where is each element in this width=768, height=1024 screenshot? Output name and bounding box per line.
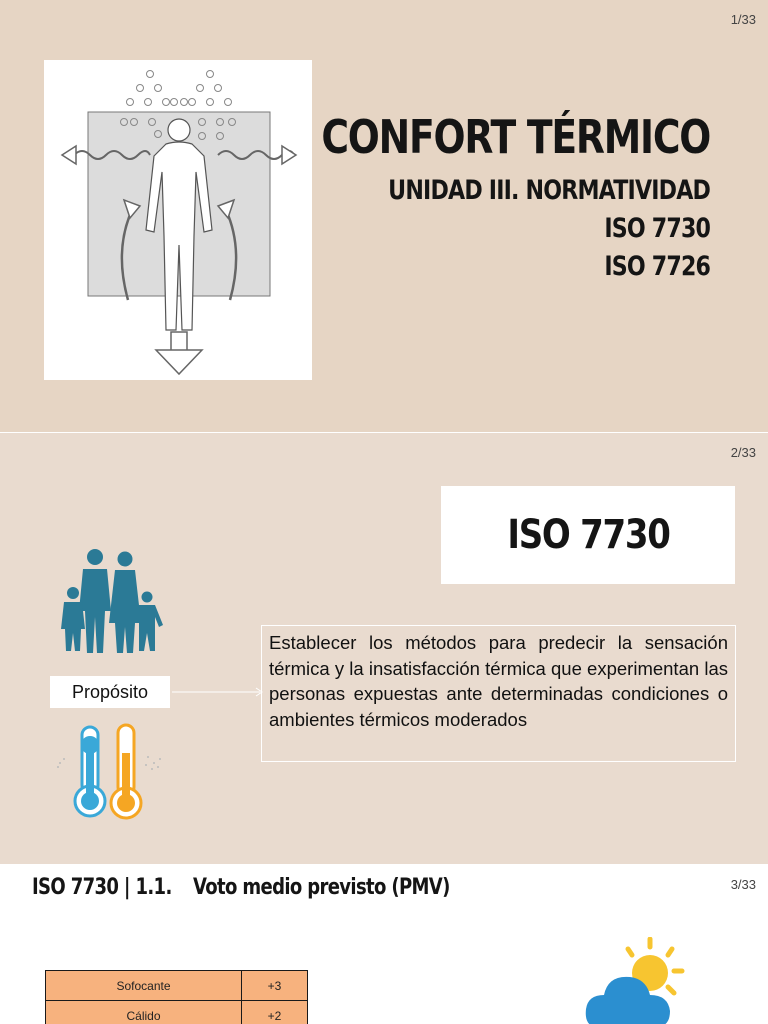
arrow-right-icon xyxy=(172,685,264,697)
slide-2-title: ISO 7730 xyxy=(506,512,670,558)
sun-cloud-icon xyxy=(584,937,690,1024)
purpose-label: Propósito xyxy=(50,676,170,708)
table-cell-value: +2 xyxy=(242,1001,308,1024)
slide-1-subtitle-line-2: ISO 7730 xyxy=(604,213,710,244)
slide-2 xyxy=(0,433,768,864)
purpose-description: Establecer los métodos para predecir la sensación térmica y la insatisfacción térmica que experimentan las personas expuestas ante determinadas condiciones o ambientes térmicos moderados xyxy=(261,625,736,762)
slide-3 xyxy=(0,865,768,1024)
slide-3-title-part-1: ISO 7730 | 1.1. xyxy=(32,875,172,900)
slide-1-title: CONFORT TÉRMICO xyxy=(321,110,710,164)
slide-1-subtitle-line-3: ISO 7726 xyxy=(604,251,710,282)
table-row xyxy=(46,1001,308,1024)
table-row xyxy=(46,971,308,1001)
page-number: 1/33 xyxy=(730,12,756,27)
table-cell-label: Cálido xyxy=(46,1001,242,1024)
pmv-scale-table xyxy=(45,970,308,1024)
table-cell-label: Sofocante xyxy=(46,971,242,1001)
slide-1-title-block xyxy=(236,110,710,286)
family-icon xyxy=(55,545,167,653)
page-number: 3/33 xyxy=(730,877,756,892)
slide-3-title-part-2: Voto medio previsto (PMV) xyxy=(192,875,450,900)
page-number: 2/33 xyxy=(730,445,756,460)
slide-3-title xyxy=(32,875,450,900)
slide-1 xyxy=(0,0,768,432)
slide-1-subtitle-line-1: UNIDAD III. NORMATIVIDAD xyxy=(388,175,710,206)
slide-2-title-box xyxy=(441,486,735,584)
table-cell-value: +3 xyxy=(242,971,308,1001)
thermometer-icon xyxy=(52,723,170,823)
